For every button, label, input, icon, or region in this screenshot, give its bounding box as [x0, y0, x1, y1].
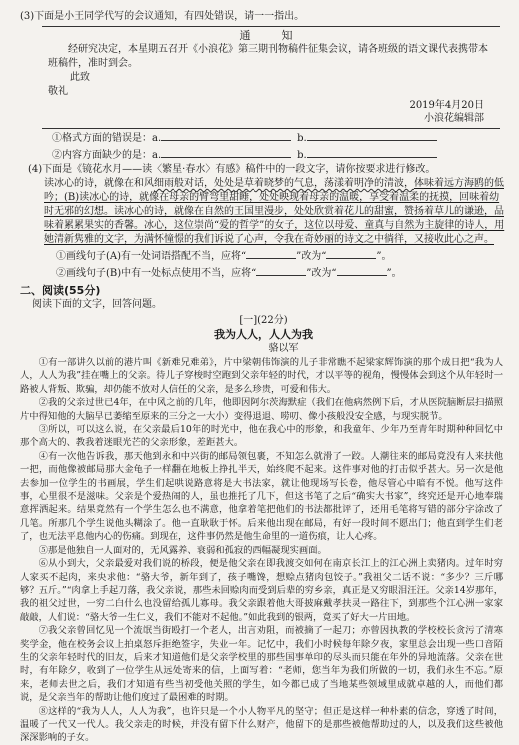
article-paragraph: ⑧这样的“我为人人，人人为我”，也许只是一个小人物平凡的坚守；但正是这样一种朴素的信念，穿透了时间，温暖了一代又一代人。我父亲走的时候，并没有留下什么财产，他留下的是那些被他帮助过的人，以及我们这些被他深深影响的子女。 [20, 705, 503, 744]
sub-question-2 [20, 264, 507, 281]
article-title: 我为人人，人人为我 [214, 328, 313, 341]
blank-b-label: b. [297, 150, 307, 161]
sub-question-text: ”改为“ [306, 268, 337, 279]
article-paragraph: ③所以，可以这么说，在父亲最后10年的时光中，他在我心中的形象，和我童年、少年乃至青年时期种种回忆中那个高大的、教我着迷眼光芒的父亲形象，差距甚大。 [20, 424, 503, 449]
passage-text: 体味着远方海鸥的低吟；(B)读冰心的诗，就像在母亲的臂弯里甜睡，处处映现着母亲的温暖，享受着温柔的抚摸，回味着幼时无邪的幻想。读冰心的诗，就像在自然的王国里漫步，处处欣赏着花儿的甜蜜，赞扬着草儿的谦逊，品味着累累果实的香馨。冰心，这位崇尚“爱的哲学”的女子，这位以母爱、童真与自然为主旋律的诗人，用她清新隽雅的文字，为满怀憧憬的我们诉说了心声，令我在奇妙丽的诗文之中徜徉，又接收此心之声。 [44, 178, 505, 245]
answer-blank[interactable] [337, 264, 387, 276]
meeting-notice [42, 26, 500, 129]
notice-closing-1: 此致 [70, 72, 90, 83]
sub-question-text: ”。 [386, 268, 402, 279]
article-author: 骆以军 [268, 343, 299, 354]
answer-blank[interactable] [307, 129, 437, 141]
notice-body: 经研究决定，本星期五召开《小浪花》第三期刊物稿件征集会议，请各班级的语文课代表携带本班稿件，准时到会。 [48, 44, 488, 69]
answer-blank[interactable] [161, 146, 291, 158]
question-3-stem: (3)下面是小王同学代写的会议通知，有四处错误，请一一指出。 [20, 11, 305, 22]
format-error-label: ①格式方面的错误是： [52, 133, 152, 144]
answer-blank[interactable] [326, 247, 376, 259]
answer-blank[interactable] [161, 129, 291, 141]
article-paragraph: ⑤那是他独自一人面对的，无风露养、衰弱和孤寂的西幅凝现实画面。 [38, 544, 327, 556]
passage-text: 着晓梦的气息，荡漾着明净的清波， [254, 178, 414, 189]
blank-a-label: a. [152, 133, 162, 144]
format-error-row [20, 129, 507, 146]
sub-question-text: ”改为“ [296, 251, 327, 262]
sub-question-text: ②画线句子(B)中有一处标点使用不当，应将“ [56, 268, 257, 279]
passage-text: 是草 [234, 178, 254, 189]
article-paragraph: ②我的父亲过世已4年，在中风之前的几年，他即因阿尔茨海默症（我们在他病然例下后，才从医院脑断层扫描照片中得知他的大脑早已萎缩至原来的三分之一大小）变得退退、唠叨、像小孩般没安全感，与现实脱节。 [20, 397, 503, 422]
notice-date: 2019年4月20日 [409, 100, 484, 111]
content-missing-row [20, 146, 507, 163]
article-paragraph: ⑥从小到大，父亲最爱对我们说的桥段，便是他父亲在即我渡交如何在南京长江上的江心洲上卖猪肉。过年时穷人家买不起肉，来央求他：“骆大爷，新年到了，孩子嘴馋，想赊点猪肉包饺子。”我祖父二话不说：“多少？三斤哪够？五斤。”“肉拿上手起刀落，我父亲说，那些未回赊肉而受到后辈的穷乡亲，真正是又穷眼泪汪汪。父亲14岁那年，我的祖父过世，一穷二白什么也没留给孤儿寡母。我父亲跟着他大哥披麻戴孝扶灵一路往下，到那些个江心洲一家家敲敲，人们说：“骆大爷一生仁义，我们不能对不起他。”如此我到的银两，竟买了好大一片田地。 [20, 558, 503, 623]
answer-blank[interactable] [246, 247, 296, 259]
notice-signer: 小浪花编辑部 [424, 113, 484, 124]
sub-question-text: ①画线句子(A)有一处词语搭配不当，应将“ [56, 251, 247, 262]
question-4-intro: (4)下面是《镜花水月——读〈繁星·春水〉有感》稿件中的一段文字， [28, 164, 336, 175]
article-paragraph: ①有一部讲久以前的港片叫《新难兄难弟》，片中梁朝伟饰演的儿子非常瞧不起梁家辉饰演的那个成日把“我为人人，人人为我”挂在嘴上的父亲。待儿子穿梭时空跑到父亲年轻的时代，才以平等的视角，慢慢体会到这个从年轻时一路被人背叛、欺骗，却仍能不放对人信任的父亲，是多么珍贵，可爱和伟大。 [20, 357, 503, 395]
passage-text: 读冰心的诗，就像在和风 [44, 178, 154, 189]
section-intro: 阅读下面的文字，回答问题。 [32, 299, 162, 310]
content-missing-label: ②内容方面缺少的是： [52, 150, 152, 161]
blank-a-label: a. [152, 150, 162, 161]
notice-closing-2: 敬礼 [48, 86, 68, 97]
article-body [20, 356, 507, 745]
passage-text: 般对话，处处 [174, 178, 234, 189]
sub-question-1 [20, 247, 507, 264]
blank-b-label: b. [297, 133, 307, 144]
article-paragraph: ⑦我父亲曾回忆见一个流氓当街殴打一个老人，出言劝阻，而被摘了一起刀；亦曾因执教的学校校长贪污了清寒奖学金，他在校务会议上拍桌怒斥拒绝签字，失业一年。记忆中，我们小时候每年除夕夜，家里总会出现一些口音陌生的父亲年轻时代的旧友，后来才知道他们是父亲学校里的那些国事单印的尽头而只能在年外的异地流落。父亲在世时，有年除夕，收到了一位学生从远处寄来的信，上面写着：“老师，您当年为我们所做的一切，我们永生不忘。”原来，老师去世之后，我们才知道有些当初受他关照的学生，如今都已成了当地某些领域里成就卓越的人，而他们都说，是父亲当年的帮助让他们度过了最困难的时期。 [20, 625, 503, 704]
answer-blank[interactable] [256, 264, 306, 276]
sub-question-text: ”。 [376, 251, 392, 262]
notice-title: 通 知 [239, 29, 303, 42]
answer-blank[interactable] [307, 146, 437, 158]
passage-text: 细雨 [154, 178, 174, 189]
question-4-stem [20, 163, 507, 177]
question-4-instruction: 请你按要求进行修改。 [335, 164, 436, 175]
section-heading: 二、阅读(55分) [20, 284, 101, 297]
part-label: [一](22分) [239, 315, 288, 326]
question-4-passage [20, 177, 507, 247]
article-paragraph: ④有一次他告诉我，那天他到永和中兴街的邮局领包裹，不知怎么就滑了一跤。人潮往来的邮局竟没有人来扶他一把，而他像被邮局那大金龟子一样翻在地板上挣扎半天，始终爬不起来。这件事对他的打击似乎甚大。另一次是他去参加一位学生的书画展，学生们起哄说路意将是大书法家，就让他现场写长卷，他尽管心中暗有不悦。他写这件事，心里很不是滋味。父亲是个爱热闹的人，虽也推托了几下，但这书笔了之后“确实大书家”，终究还是开心地奉瑞意挥洒起来。结果竟然有一个学生怎么也不满意，他拿着笔把他们的书法都批评了，还用毛笔将写错的部分字涂改了几笔。所那几个学生说他头糊涂了。他一直耿耿于怀。后来他出现在邮局，有好一段时间不愿出门；他直到学生们老了，也无法平息他内心的伤痛。到现在，这件事仍然是他生命里的一道伤痕，让人心疼。 [20, 450, 503, 543]
